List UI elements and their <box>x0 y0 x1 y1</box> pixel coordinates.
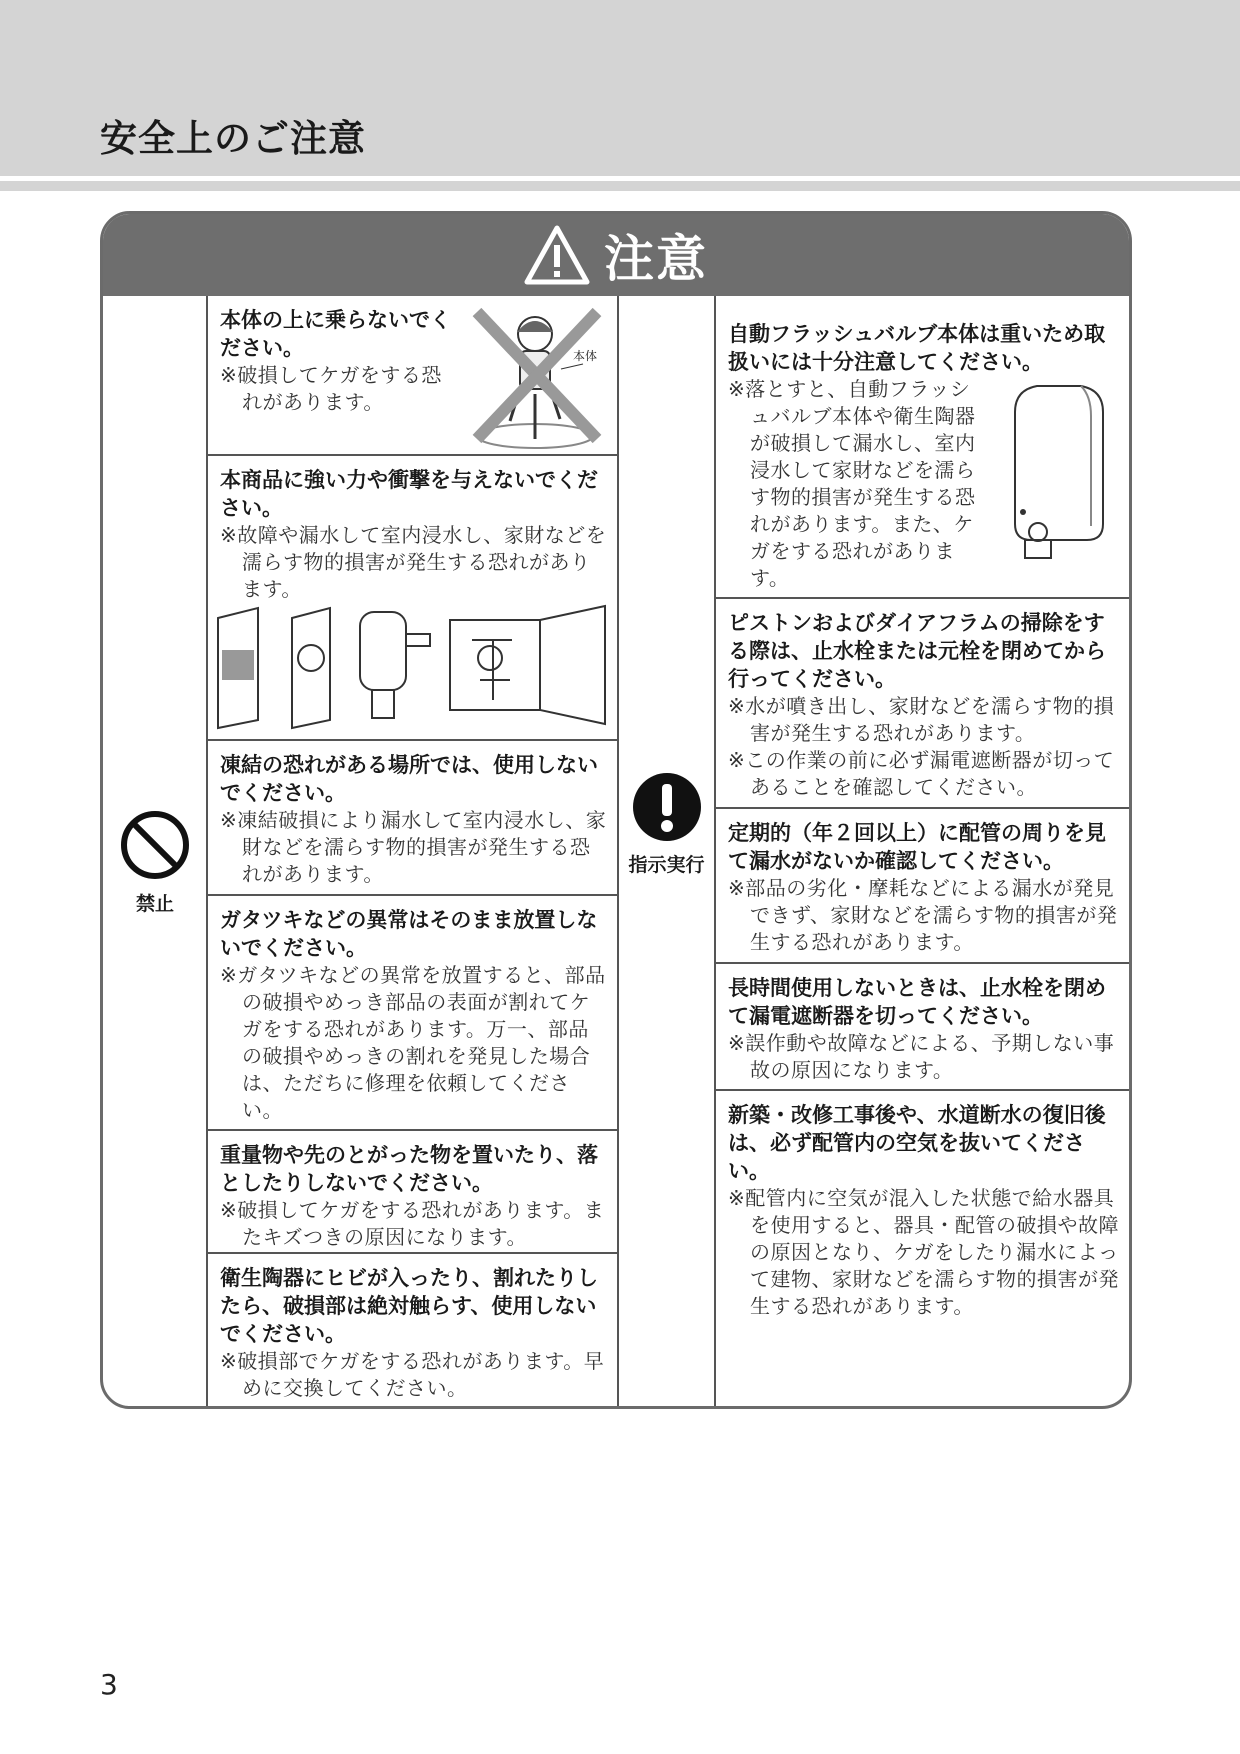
item-note: ※凍結破損により漏水して室内浸水し、家財などを濡らす物的損害が発生する恐れがあります。 <box>220 808 607 886</box>
item-note: ※部品の劣化・摩耗などによる漏水が発見できず、家財などを濡らす物的損害が発生する恐れがあります。 <box>728 876 1118 954</box>
right-item-5 <box>716 1091 1132 1406</box>
left-item-6 <box>208 1254 617 1406</box>
left-item-4 <box>208 896 617 1129</box>
item-heading: 本体の上に乗らないでください。 <box>220 308 451 360</box>
item-note: ※落とすと、自動フラッシュバルブ本体や衛生陶器が破損して漏水し、室内浸水して家財などを濡らす物的損害が発生する恐れがあります。また、ケガをする恐れがあります。 <box>728 377 976 590</box>
item-heading: ピストンおよびダイアフラムの掃除をする際は、止水栓または元栓を閉めてから行ってください。 <box>728 611 1106 691</box>
item-heading: 長時間使用しないときは、止水栓を閉めて漏電遮断器を切ってください。 <box>728 976 1106 1028</box>
prohibition-icon <box>119 809 191 881</box>
right-item-2 <box>716 599 1132 807</box>
item-note: ※ガタツキなどの異常を放置すると、部品の破損やめっき部品の表面が割れてケガをする恐れがあります。万一、部品の破損やめっきの割れを発見した場合は、ただちに修理を依頼してください。 <box>220 963 606 1122</box>
caution-panel <box>100 211 1132 1409</box>
item-heading: 自動フラッシュバルブ本体は重いため取扱いには十分注意してください。 <box>728 322 1106 374</box>
item-note: ※この作業の前に必ず漏電遮断器が切ってあることを確認してください。 <box>728 748 1115 799</box>
item-note: ※故障や漏水して室内浸水し、家財などを濡らす物的損害が発生する恐れがあります。 <box>220 523 607 601</box>
left-item-2 <box>208 456 617 601</box>
prohibition-label: 禁止 <box>135 893 174 915</box>
mandatory-action-icon <box>632 772 702 842</box>
page-number: 3 <box>100 1668 118 1701</box>
item-note: ※破損してケガをする恐れがあります。またキズつきの原因になります。 <box>220 1198 605 1249</box>
left-item-3 <box>208 741 617 894</box>
figure-valve-body <box>1003 382 1113 562</box>
right-item-3 <box>716 809 1132 962</box>
left-item-5 <box>208 1131 617 1252</box>
item-note: ※誤作動や故障などによる、予期しない事故の原因になります。 <box>728 1031 1115 1082</box>
body-label: 本体 <box>573 349 598 363</box>
mandatory-block <box>619 772 714 877</box>
left-item-1 <box>208 296 468 454</box>
warning-triangle-icon <box>524 225 590 285</box>
right-item-4 <box>716 964 1132 1089</box>
item-note: ※破損してケガをする恐れがあります。 <box>220 363 442 414</box>
mandatory-label: 指示実行 <box>628 854 705 876</box>
item-note: ※破損部でケガをする恐れがあります。早めに交換してください。 <box>220 1349 605 1400</box>
figure-product-variants <box>210 600 615 732</box>
item-heading: 定期的（年２回以上）に配管の周りを見て漏水がないか確認してください。 <box>728 821 1106 873</box>
panel-header <box>103 214 1129 296</box>
header-rule <box>0 181 1240 191</box>
item-heading: 凍結の恐れがある場所では、使用しないでください。 <box>220 753 598 805</box>
item-heading: 衛生陶器にヒビが入ったり、割れたりしたら、破損部は絶対触らす、使用しないでください。 <box>220 1266 598 1346</box>
item-heading: 新築・改修工事後や、水道断水の復旧後は、必ず配管内の空気を抜いてください。 <box>728 1103 1106 1183</box>
figure-person-on-unit <box>465 304 615 449</box>
item-note: ※水が噴き出し、家財などを濡らす物的損害が発生する恐れがあります。 <box>728 694 1115 745</box>
page-title: 安全上のご注意 <box>100 117 366 160</box>
item-note: ※配管内に空気が混入した状態で給水器具を使用すると、器具・配管の破損や故障の原因となり、ケガをしたり漏水によって建物、家財などを濡らす物的損害が発生する恐れがあります。 <box>728 1186 1119 1318</box>
panel-title: 注意 <box>604 230 708 288</box>
item-heading: ガタツキなどの異常はそのまま放置しないでください。 <box>220 908 598 960</box>
prohibition-block <box>117 809 193 916</box>
item-heading: 本商品に強い力や衝撃を与えないでください。 <box>220 468 598 520</box>
item-heading: 重量物や先のとがった物を置いたり、落としたりしないでください。 <box>220 1143 598 1195</box>
